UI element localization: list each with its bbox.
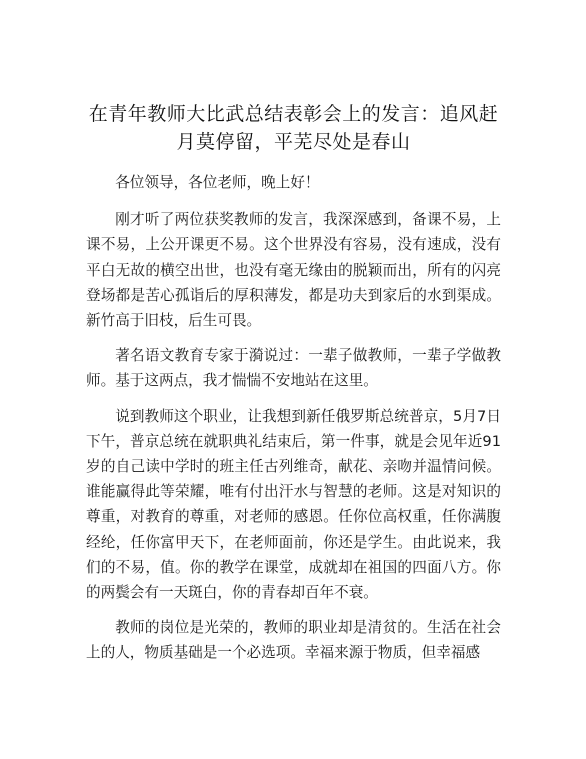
paragraph-2: 著名语文教育专家于漪说过：一辈子做教师，一辈子学做教师。基于这两点，我才惴惴不安地站在这里。 (86, 347, 501, 390)
paragraph-3: 说到教师这个职业，让我想到新任俄罗斯总统普京，5月7日下午，普京总统在就职典礼结束后，第一件事，就是会见年近91岁的自己读中学时的班主任古列维奇，献花、亲吻并温情问候。谁能赢得此等荣耀，唯有付出汗水与智慧的老师。这是对知识的尊重，对教育的尊重，对老师的感恩。任你位高权重，任你满腹经纶，任你富甲天下，在老师面前，你还是学生。由此说来，我们的不易，值。你的教学在课堂，成就却在祖国的四面八方。你的两鬓会有一天斑白，你的青春却百年不衰。 (86, 407, 501, 602)
paragraph-4: 教师的岗位是光荣的，教师的职业却是清贫的。生活在社会上的人，物质基础是一个必选项。幸福来源于物质，但幸福感 (86, 619, 501, 662)
document-title: 在青年教师大比武总结表彰会上的发言：追风赶月莫停留，平芜尽处是春山 (88, 103, 499, 153)
paragraph-greeting: 各位领导，各位老师，晚上好！ (115, 174, 320, 191)
paragraph-1: 刚才听了两位获奖教师的发言，我深深感到，备课不易，上课不易，上公开课更不易。这个世界没有容易，没有速成，没有平白无故的横空出世，也没有毫无缘由的脱颖而出，所有的闪亮登场都是苦心孤诣后的厚积薄发，都是功夫到家后的水到渠成。新竹高于旧枝，后生可畏。 (86, 211, 501, 330)
